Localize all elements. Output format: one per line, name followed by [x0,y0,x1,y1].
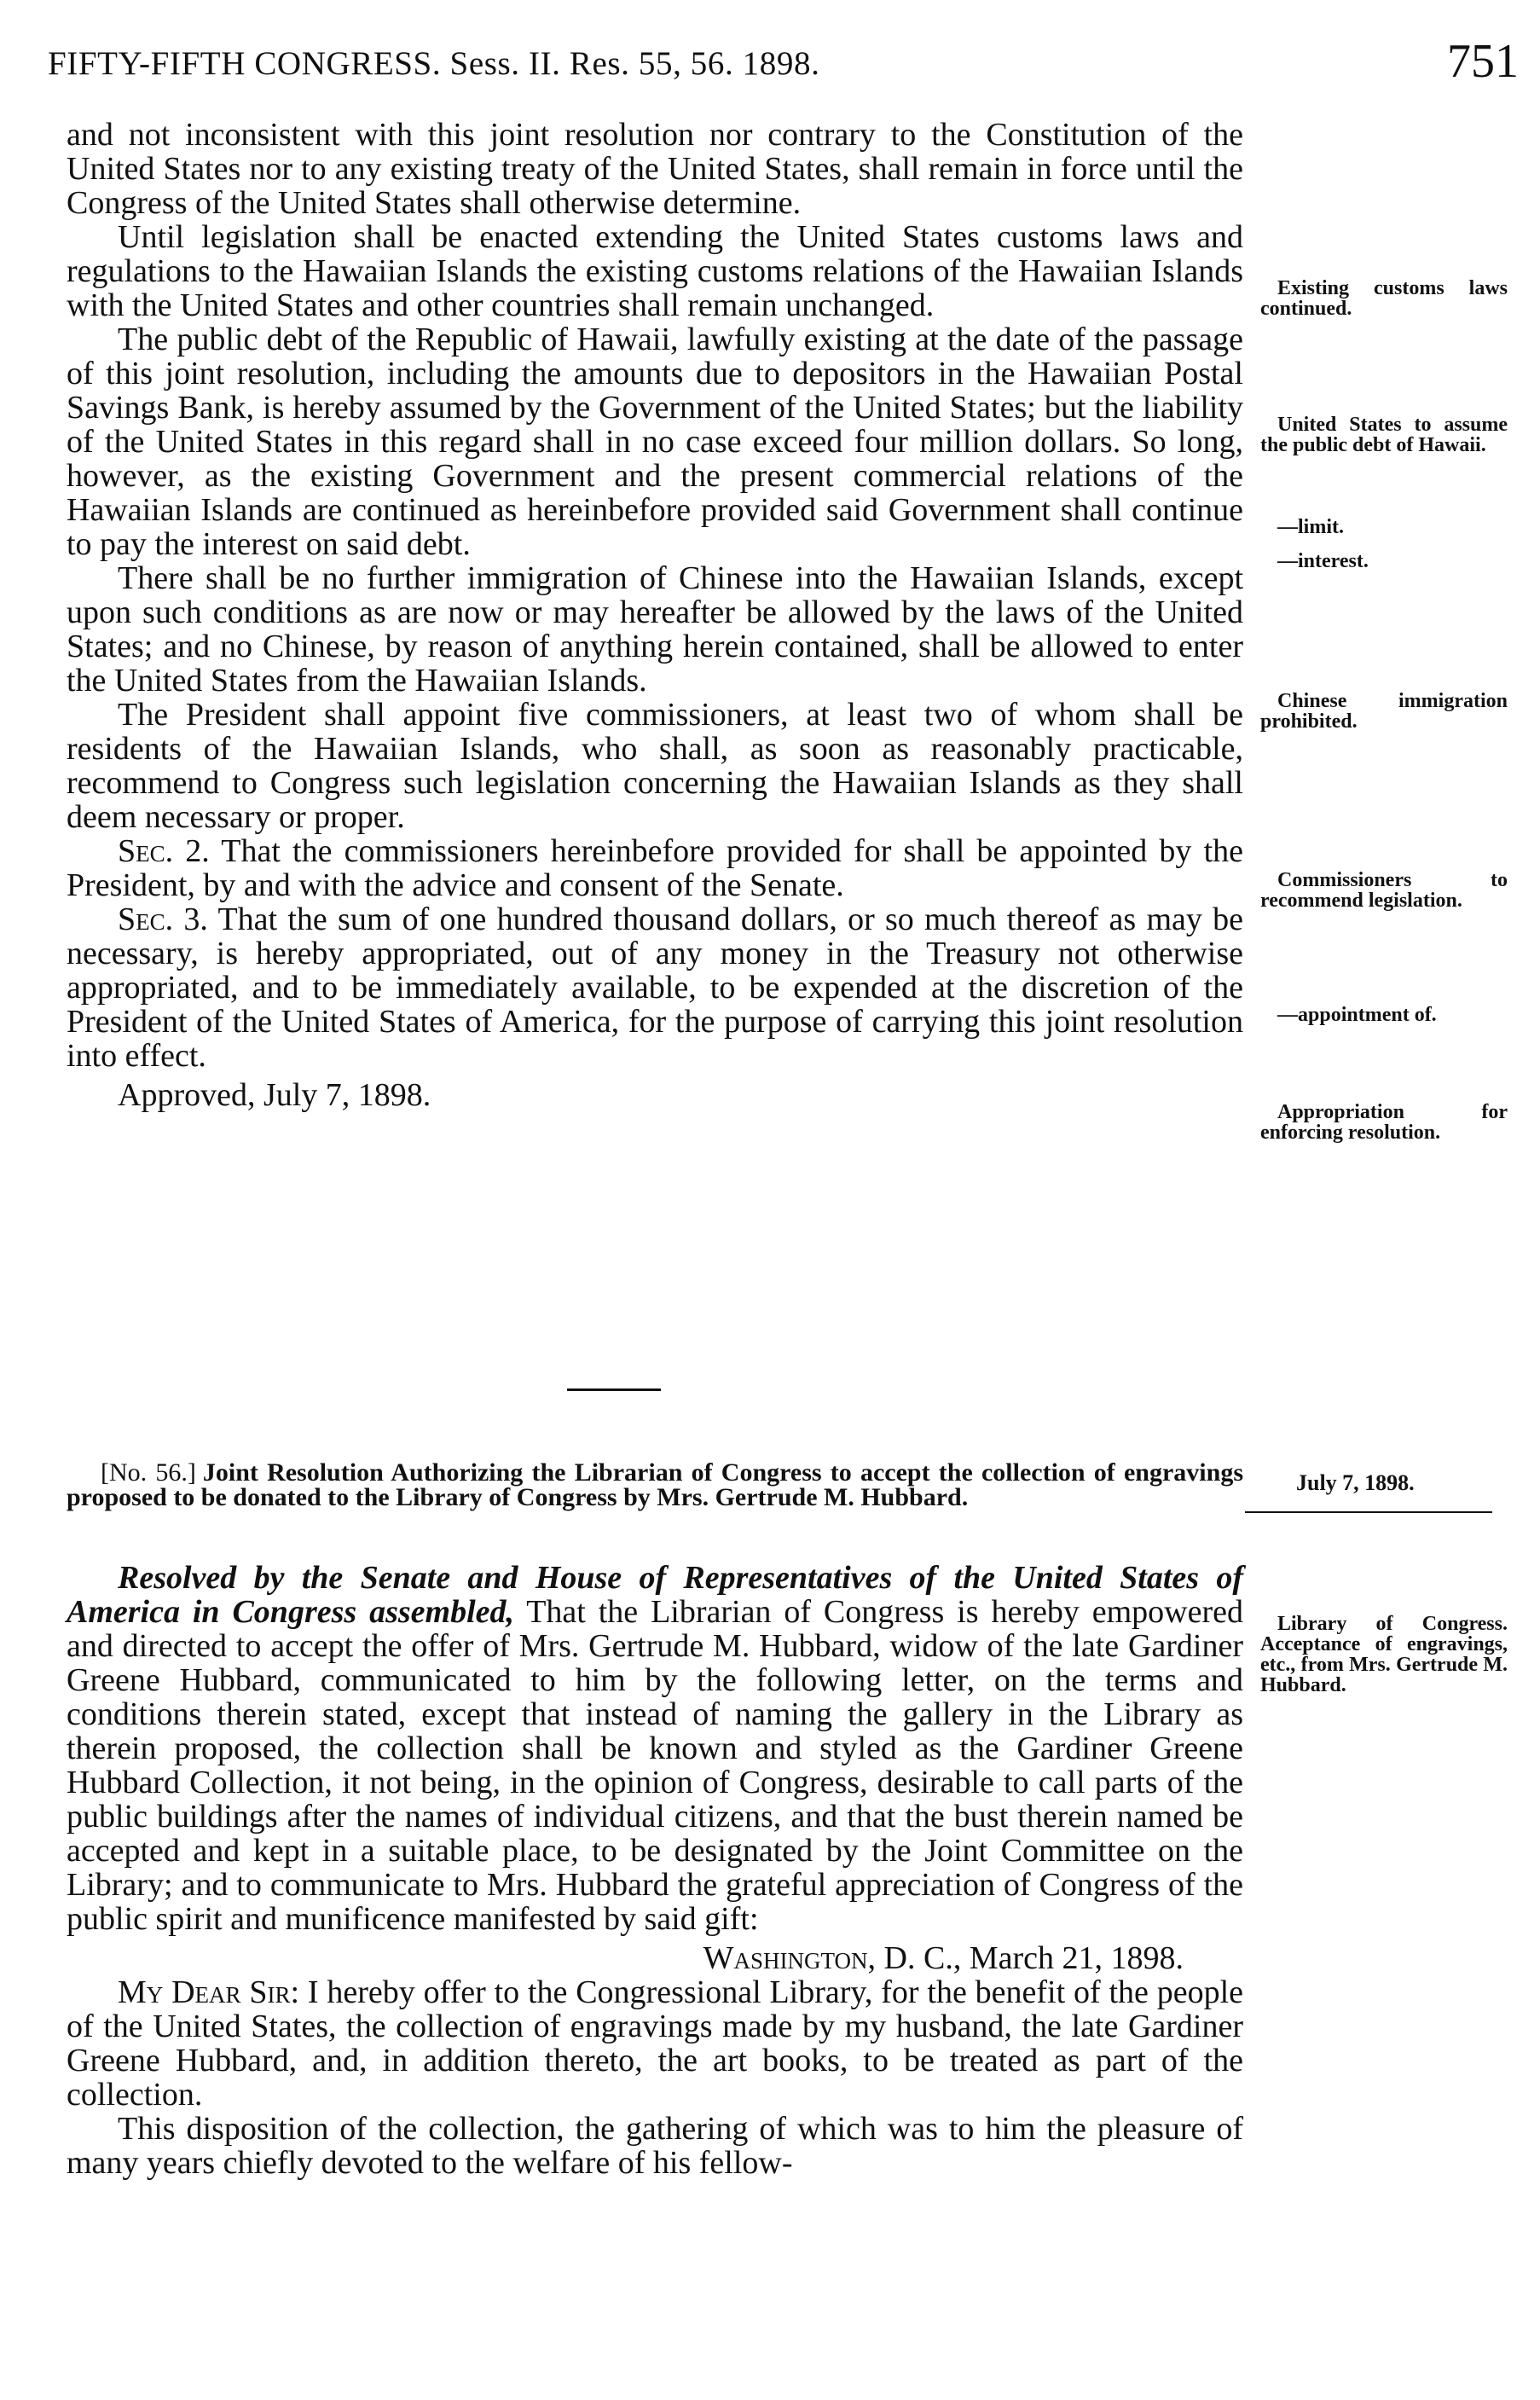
margin-note-chinese: Chinese immigration prohibited. [1260,690,1508,733]
margin-rule [1245,1511,1492,1513]
margin-note-appointment: —appointment of. [1277,1004,1437,1026]
margin-note-interest: —interest. [1277,550,1369,572]
running-head: FIFTY-FIFTH CONGRESS. Sess. II. Res. 55, 56. 1898. [48,45,820,82]
resolved-text: That the Librarian of Congress is hereby empowered and directed to accept the offer of Mrs. Gertrude M. Hubbard, widow of the late Gardiner Greene Hubbard, communicated to him by the following letter, on the terms and conditions therein stated, except that instead of naming the gallery in the Library as therein proposed, the collection shall be known and styled as the Gardiner Greene Hubbard Collection, it not being, in the opinion of Congress, desirable to call parts of the public buildings after the names of individual citizens, and that the bust therein named be accepted and kept in a suitable place, to be designated by the Joint Committee on the Library; and to communicate to Mrs. Hubbard the grateful appreciation of Congress of the public spirit and munificence manifested by said gift: [67,1594,1243,1937]
page-number: 751 [1447,35,1519,88]
letter-paragraph: This disposition of the collection, the gathering of which was to him the pleasure of many years chiefly devoted to the welfare of his fellow- [67,2111,1243,2181]
paragraph: Until legislation shall be enacted extending the United States customs laws and regulations to the Hawaiian Islands the existing customs relations of the Hawaiian Islands with the United States and other countries shall remain unchanged. [67,219,1243,323]
margin-note-commissioners: Commissioners to recommend legislation. [1260,869,1508,912]
resolution-56-body [67,1561,1243,2180]
margin-note-date: July 7, 1898. [1296,1470,1415,1495]
letter-date: D. C., March 21, 1898. [883,1940,1184,1976]
section-divider [567,1388,661,1391]
approved-line: Approved, July 7, 1898. [118,1077,431,1113]
section-2 [67,834,1243,902]
resolved-paragraph [67,1561,1243,1936]
paragraph: The President shall appoint five commissioners, at least two of whom shall be residents of the Hawaiian Islands, who shall, as soon as reasonably practicable, recommend to Congress such legislation concerning the Hawaiian Islands as they shall deem necessary or proper. [67,697,1243,835]
margin-note-library: Library of Congress. Acceptance of engravings, etc., from Mrs. Gertrude M. Hubbard. [1260,1613,1508,1696]
salutation: My Dear Sir: [118,1974,300,2010]
letter-dateline [67,1941,1243,1975]
paragraph: The public debt of the Republic of Hawaii, lawfully existing at the date of the passage of this joint resolution, including the amounts due to depositors in the Hawaiian Postal Savings Bank, is hereby assumed by the Government of the United States; but the liability of the United States in this regard shall in no case exceed four million dollars. So long, however, as the existing Government and the present commercial relations of the Hawaiian Islands are continued as hereinbefore provided said Government shall continue to pay the interest on said debt. [67,322,1243,562]
resolution-55-continued [67,118,1243,1112]
section-text: That the commissioners hereinbefore provided for shall be appointed by the President, by and with the advice and consent of the Senate. [67,833,1243,903]
section-text: That the sum of one hundred thousand dollars, or so much thereof as may be necessary, is hereby appropriated, out of any money in the Treasury not otherwise appropriated, and to be immediately available, to be expended at the discretion of the President of the United States of America, for the purpose of carrying this joint resolution into effect. [67,901,1243,1074]
resolution-56-heading [67,1460,1243,1510]
margin-note-appropriation: Appropriation for enforcing resolution. [1260,1101,1508,1144]
enacting-clause: Resolved by the Senate and House of Representatives of the United States of America in Congress assembled, [67,1560,1243,1630]
letter-text: I hereby offer to the Congressional Library, for the benefit of the people of the United States, the collection of engravings made by my husband, the late Gardiner Greene Hubbard, and, in addition thereto, the art books, to be treated as part of the collection. [67,1974,1243,2113]
page-header [48,34,1519,102]
margin-note-debt: United States to assume the public debt of Hawaii. [1260,414,1508,456]
section-label: Sec. 3. [118,901,208,937]
margin-note-limit: —limit. [1277,516,1344,538]
margin-note-customs: Existing customs laws continued. [1260,277,1508,320]
letter-paragraph [67,1975,1243,2112]
paragraph: and not inconsistent with this joint resolution nor contrary to the Constitution of the United States nor to any existing treaty of the United States, shall remain in force until the Congress of the United States shall otherwise determine. [67,117,1243,221]
letter-place: Washington, [703,1940,877,1976]
resolution-number: [No. 56.] [101,1458,196,1487]
paragraph: There shall be no further immigration of Chinese into the Hawaiian Islands, except upon such conditions as are now or may hereafter be allowed by the laws of the United States; and no Chinese, by reason of anything herein contained, shall be allowed to enter the United States from the Hawaiian Islands. [67,560,1243,699]
section-3 [67,902,1243,1073]
section-label: Sec. 2. [118,833,210,869]
resolution-title: Joint Resolution Authorizing the Librarian of Congress to accept the collection of engravings proposed to be donated to the Library of Congress by Mrs. Gertrude M. Hubbard. [67,1458,1243,1511]
